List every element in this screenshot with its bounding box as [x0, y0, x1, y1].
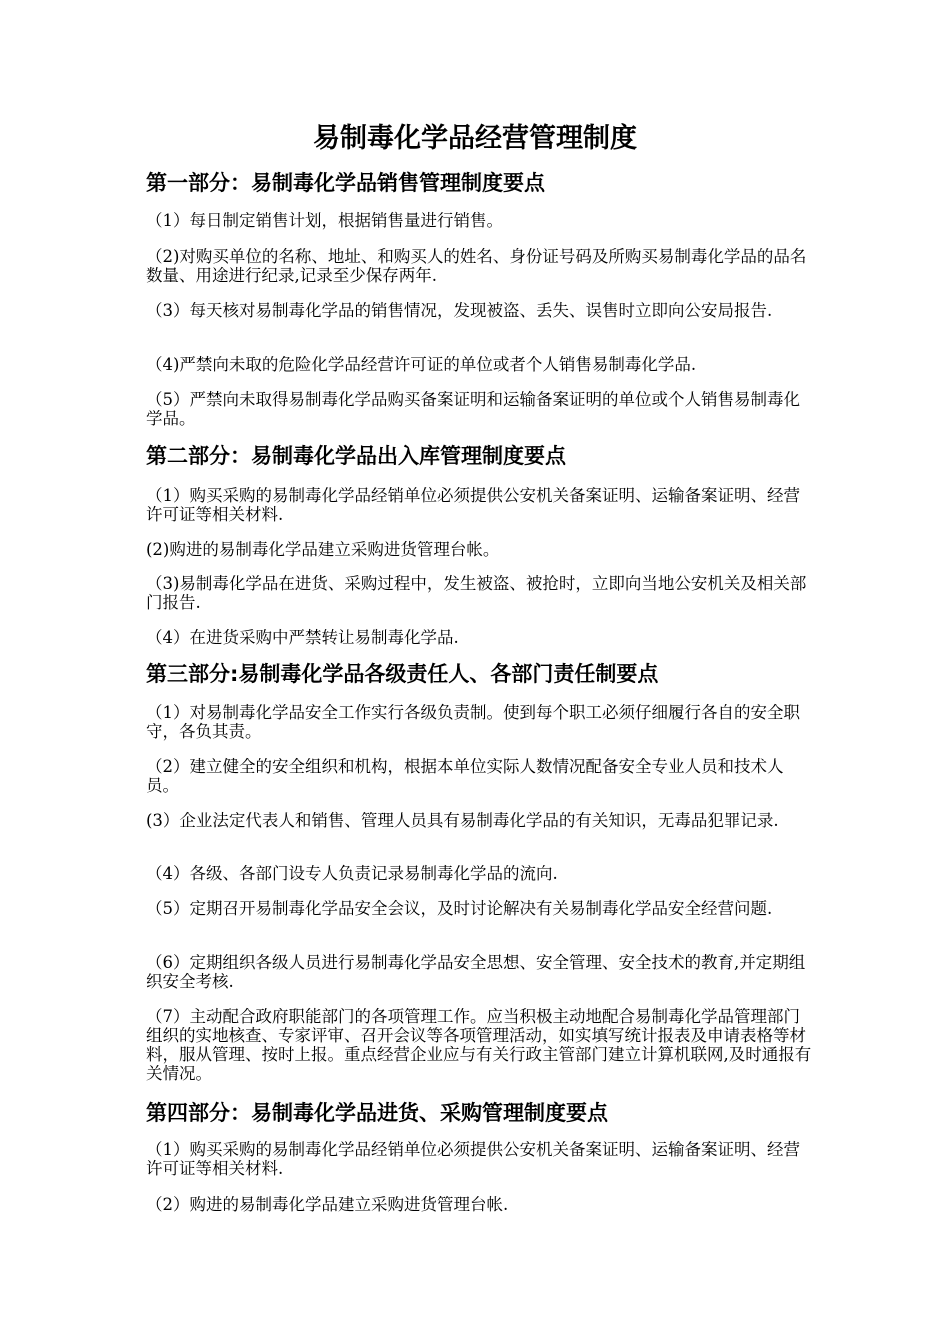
paragraph: （5）定期召开易制毒化学品安全会议，及时讨论解决有关易制毒化学品安全经营问题. [146, 899, 773, 918]
paragraph: （3）每天核对易制毒化学品的销售情况，发现被盗、丢失、误售时立即向公安局报告. [146, 301, 773, 320]
paragraph: (2)购进的易制毒化学品建立采购进货管理台帐。 [146, 540, 500, 559]
paragraph: （5）严禁向未取得易制毒化学品购买备案证明和运输备案证明的单位或个人销售易制毒化学品。 [146, 390, 800, 428]
paragraph: （2)对购买单位的名称、地址、和购买人的姓名、身份证号码及所购买易制毒化学品的品名数量、用途进行纪录,记录至少保存两年. [146, 247, 807, 285]
paragraph: （4）在进货采购中严禁转让易制毒化学品. [146, 628, 459, 647]
paragraph: （1）每日制定销售计划，根据销售量进行销售。 [146, 211, 503, 230]
paragraph: （6）定期组织各级人员进行易制毒化学品安全思想、安全管理、安全技术的教育,并定期组织安全考核. [146, 953, 806, 991]
section-heading-4: 第四部分：易制毒化学品进货、采购管理制度要点 [146, 1101, 608, 1125]
paragraph: （7）主动配合政府职能部门的各项管理工作。应当积极主动地配合易制毒化学品管理部门组织的实地核查、专家评审、召开会议等各项管理活动，如实填写统计报表及申请表格等材料，服从管理、按时上报。重点经营企业应与有关行政主管部门建立计算机联网,及时通报有关情况。 [146, 1007, 812, 1083]
document-title: 易制毒化学品经营管理制度 [313, 123, 637, 154]
paragraph: （2）购进的易制毒化学品建立采购进货管理台帐. [146, 1195, 509, 1214]
section-heading-1: 第一部分：易制毒化学品销售管理制度要点 [146, 171, 545, 195]
paragraph: （1）购买采购的易制毒化学品经销单位必须提供公安机关备案证明、运输备案证明、经营许可证等相关材料. [146, 486, 800, 524]
paragraph: (3）企业法定代表人和销售、管理人员具有易制毒化学品的有关知识，无毒品犯罪记录. [146, 811, 779, 830]
paragraph: （1）对易制毒化学品安全工作实行各级负责制。使到每个职工必须仔细履行各自的安全职守，各负其责。 [146, 703, 800, 741]
paragraph: （1）购买采购的易制毒化学品经销单位必须提供公安机关备案证明、运输备案证明、经营许可证等相关材料. [146, 1140, 800, 1178]
section-heading-3: 第三部分:易制毒化学品各级责任人、各部门责任制要点 [146, 662, 659, 686]
paragraph: （3)易制毒化学品在进货、采购过程中，发生被盗、被抢时，立即向当地公安机关及相关部门报告. [146, 574, 807, 612]
paragraph: （2）建立健全的安全组织和机构，根据本单位实际人数情况配备安全专业人员和技术人员。 [146, 757, 784, 795]
section-heading-2: 第二部分：易制毒化学品出入库管理制度要点 [146, 444, 566, 468]
paragraph: （4)严禁向未取的危险化学品经营许可证的单位或者个人销售易制毒化学品. [146, 355, 697, 374]
paragraph: （4）各级、各部门设专人负责记录易制毒化学品的流向. [146, 864, 558, 883]
